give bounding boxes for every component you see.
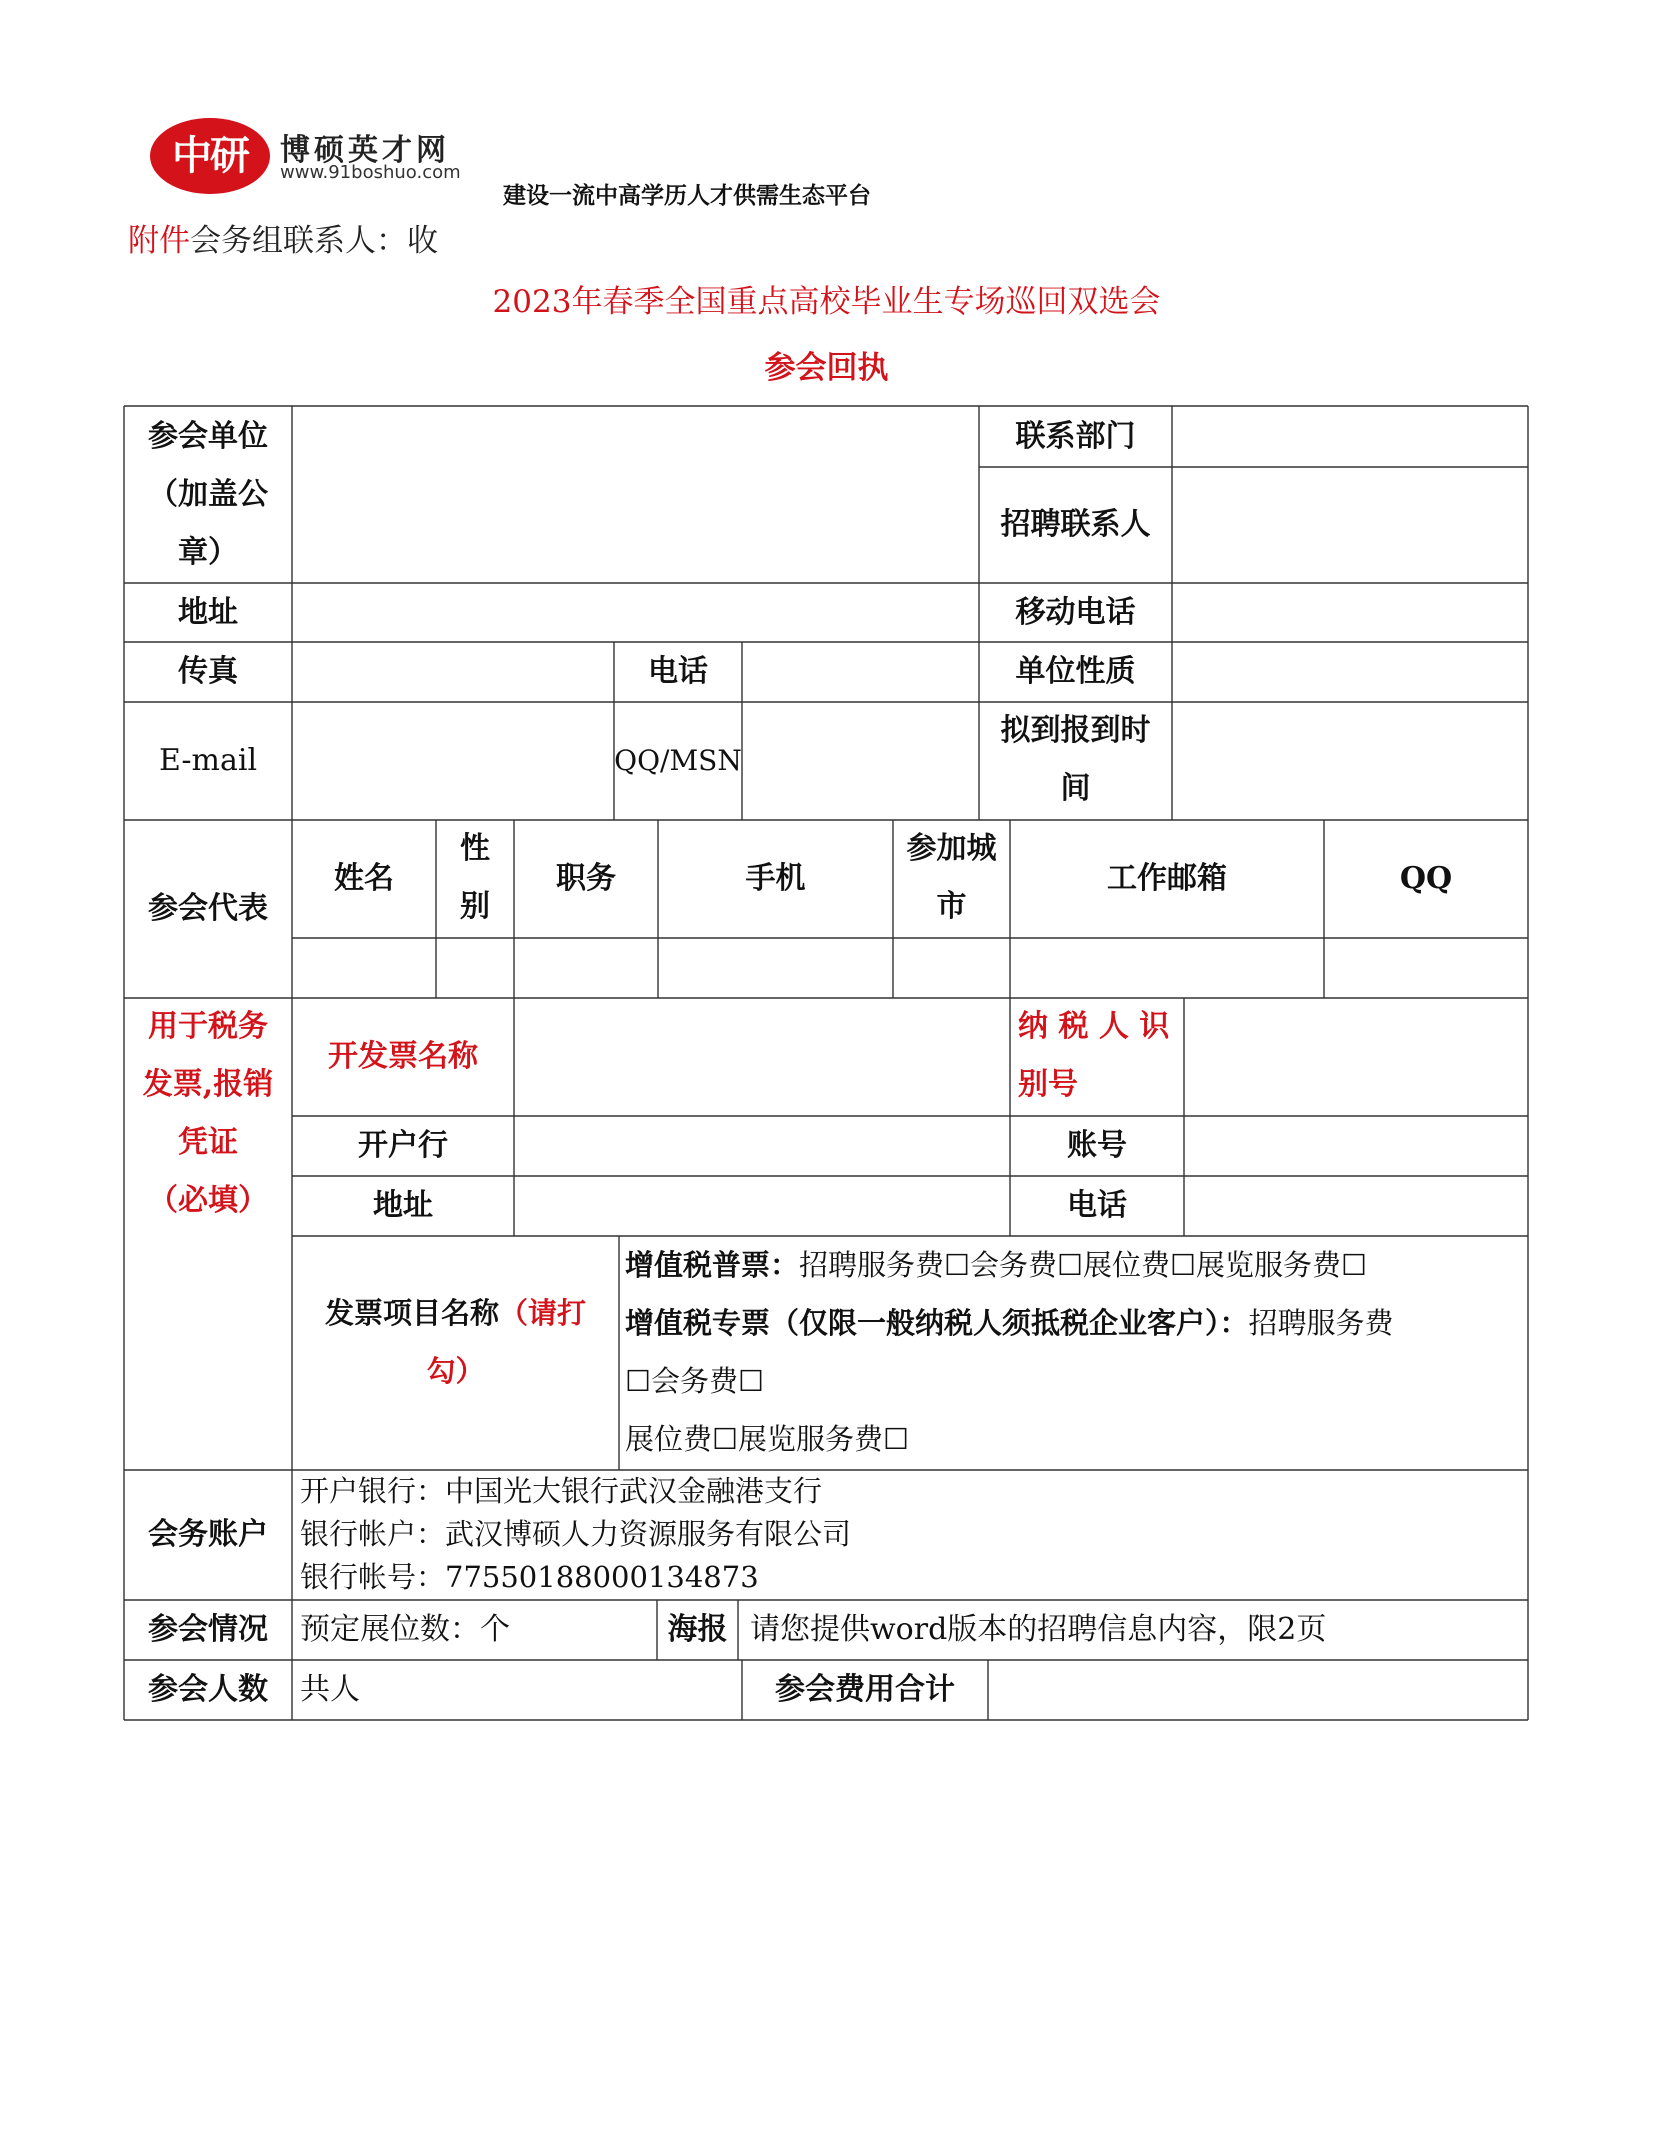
qq-msn-label: QQ/MSN (614, 744, 742, 777)
rep-label: 参会代表 (148, 891, 268, 926)
bank-field[interactable] (514, 1116, 1010, 1176)
invoice-title-label: 开发票名称 (328, 1039, 478, 1074)
people-label: 参会人数 (148, 1672, 268, 1707)
page-title: 2023年春季全国重点高校毕业生专场巡回双选会 (492, 284, 1161, 320)
phone-label: 电话 (648, 654, 708, 689)
taxpayer-id-line2: 别号 (1018, 1067, 1078, 1102)
dept-field[interactable] (1172, 406, 1528, 467)
vat-normal-options[interactable]: 招聘服务费☐会务费☐展位费☐展览服务费☐ (799, 1248, 1368, 1282)
rep-qq-header: QQ (1399, 861, 1453, 896)
rep-phone-header: 手机 (745, 861, 806, 896)
account-info-bank: 开户银行：中国光大银行武汉金融港支行 (300, 1474, 823, 1508)
rep-city-field[interactable] (893, 938, 1010, 998)
arrival-label-line1: 拟到报到时 (1000, 713, 1151, 748)
attendance-label: 参会情况 (148, 1612, 268, 1647)
invoice-section-line1: 用于税务 (148, 1009, 268, 1044)
invoice-item-hint: （请打 (499, 1296, 587, 1330)
rep-position-header: 职务 (556, 861, 616, 896)
account-label: 账号 (1067, 1128, 1127, 1163)
vat-normal-line (625, 1236, 1528, 1294)
rep-city-line1: 参加城 (906, 831, 997, 866)
rep-city-header (893, 820, 1010, 938)
fax-field[interactable] (292, 642, 614, 702)
page-subtitle: 参会回执 (764, 350, 889, 386)
fax-label: 传真 (178, 654, 238, 689)
annex-line (128, 215, 438, 260)
invoice-item-label (292, 1236, 619, 1470)
rep-name-header: 姓名 (334, 861, 394, 896)
phone-field[interactable] (742, 642, 979, 702)
rep-gender-line2: 别 (460, 889, 490, 924)
invoice-section-line2: 发票,报销 (142, 1067, 274, 1102)
people-field[interactable]: 共人 (300, 1672, 360, 1707)
brand-url: www.91boshuo.com (280, 162, 461, 183)
annex-label: 附件 (128, 223, 190, 259)
vat-normal-label: 增值税普票： (625, 1248, 800, 1282)
unit-label-line2: （加盖公 (148, 477, 268, 512)
mobile-label: 移动电话 (1015, 594, 1136, 630)
booths-field[interactable]: 预定展位数：个 (300, 1612, 510, 1647)
invoice-title-field[interactable] (514, 998, 1010, 1116)
unit-label (124, 406, 292, 583)
rep-gender-line1: 性 (460, 831, 490, 866)
invoice-phone-label: 电话 (1067, 1188, 1127, 1223)
invoice-phone-field[interactable] (1184, 1176, 1528, 1236)
rep-gender-header (436, 820, 514, 938)
recruit-contact-label: 招聘联系人 (1000, 507, 1151, 542)
taxpayer-id-label (1010, 998, 1184, 1116)
rep-qq-field[interactable] (1324, 938, 1528, 998)
rep-gender-field[interactable] (436, 938, 514, 998)
rep-email-field[interactable] (1010, 938, 1324, 998)
dept-label: 联系部门 (1015, 418, 1136, 454)
rep-position-field[interactable] (514, 938, 658, 998)
fee-total-label: 参会费用合计 (775, 1672, 955, 1707)
vat-special-line (625, 1294, 1528, 1352)
email-field[interactable] (292, 702, 614, 820)
rep-email-header: 工作邮箱 (1107, 861, 1227, 896)
recruit-contact-field[interactable] (1172, 467, 1528, 583)
taxpayer-id-line1: 纳 税 人 识 (1018, 1009, 1170, 1044)
email-label: E-mail (158, 743, 258, 778)
invoice-item-text: 发票项目名称 (324, 1296, 499, 1330)
rep-name-field[interactable] (292, 938, 436, 998)
vat-special-label: 增值税专票（仅限一般纳税人须抵税企业客户）： (625, 1306, 1249, 1340)
invoice-section-line3: 凭证 (178, 1125, 238, 1160)
arrival-field[interactable] (1172, 702, 1528, 820)
invoice-section-label (124, 998, 292, 1470)
invoice-address-field[interactable] (514, 1176, 1010, 1236)
site-logo: 中研 (150, 118, 270, 194)
arrival-label-line2: 间 (1060, 771, 1091, 806)
invoice-options (619, 1236, 1528, 1470)
taxpayer-id-field[interactable] (1184, 998, 1528, 1116)
arrival-label (979, 702, 1172, 820)
account-info-lines (292, 1470, 1528, 1600)
annex-text: 会务组联系人：收 (190, 223, 438, 259)
slogan: 建设一流中高学历人才供需生态平台 (503, 183, 871, 209)
vat-special-option1[interactable]: 招聘服务费 (1248, 1306, 1394, 1340)
fee-total-field[interactable] (988, 1660, 1528, 1720)
unit-label-line3: 章） (178, 535, 238, 570)
account-field[interactable] (1184, 1116, 1528, 1176)
invoice-address-label: 地址 (373, 1188, 433, 1223)
bank-label: 开户行 (358, 1128, 448, 1163)
address-field[interactable] (292, 583, 979, 642)
invoice-item-line1 (292, 1284, 619, 1342)
unit-field[interactable] (292, 406, 979, 583)
vat-special-option2[interactable]: ☐会务费☐ (625, 1364, 764, 1398)
vat-special-option3[interactable]: 展位费☐展览服务费☐ (625, 1422, 909, 1456)
nature-label: 单位性质 (1015, 654, 1136, 689)
address-label: 地址 (178, 594, 238, 630)
invoice-section-line4: （必填） (148, 1183, 268, 1218)
poster-label: 海报 (667, 1612, 728, 1647)
rep-phone-field[interactable] (658, 938, 893, 998)
qq-msn-field[interactable] (742, 702, 979, 820)
account-info-label: 会务账户 (148, 1517, 268, 1552)
poster-text: 请您提供word版本的招聘信息内容，限2页 (750, 1612, 1327, 1647)
mobile-field[interactable] (1172, 583, 1528, 642)
invoice-item-line2: 勾） (426, 1354, 485, 1388)
rep-city-line2: 市 (936, 889, 967, 924)
account-info-holder: 银行帐户：武汉博硕人力资源服务有限公司 (300, 1517, 852, 1551)
unit-label-line1: 参会单位 (148, 419, 268, 454)
brand-name: 博硕英才网 (280, 133, 450, 168)
account-info-number: 银行帐号：77550188000134873 (300, 1560, 759, 1594)
nature-field[interactable] (1172, 642, 1528, 702)
